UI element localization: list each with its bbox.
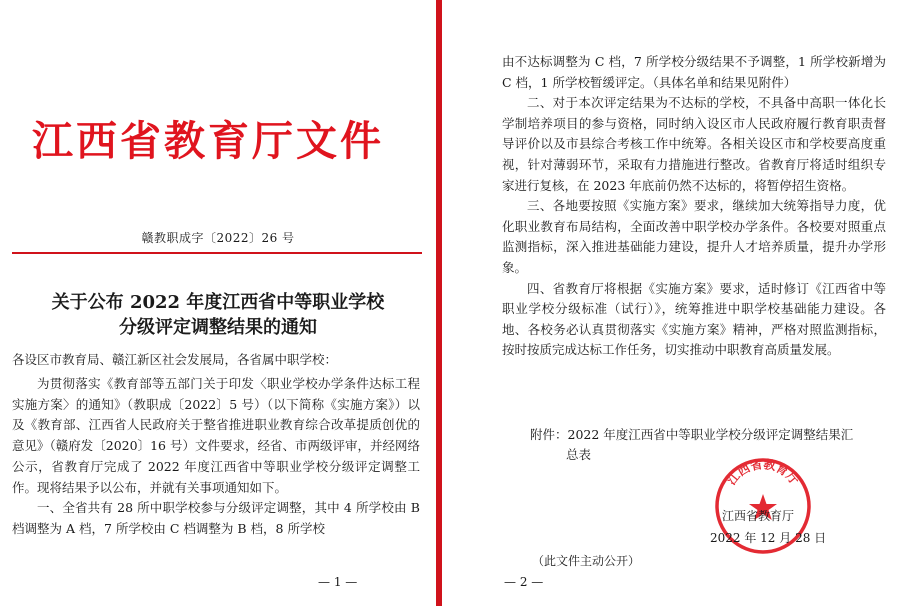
body-text-page-1 — [12, 374, 420, 540]
addressee: 各设区市教育局、赣江新区社会发展局，各省属中职学校： — [12, 352, 338, 367]
red-separator-line — [12, 252, 422, 254]
attachment-line-1: 附件：2022 年度江西省中等职业学校分级评定调整结果汇 — [530, 427, 854, 442]
paragraph-item-1-continued: 由不达标调整为 C 档，7 所学校分级结果不予调整，1 所学校新增为 C 档，1 所学校暂缓评定。（具体名单和结果见附件） — [502, 54, 886, 90]
document-number: 赣教职成字〔2022〕26 号 — [141, 231, 295, 245]
document-page-2 — [442, 0, 905, 606]
paragraph-item-4: 四、省教育厅将根据《实施方案》要求，适时修订《江西省中等职业学校分级标准（试行）》，统筹推进中职学校基础能力建设。各地、各校务必认真贯彻落实《实施方案》精神，严格对照监测指标，按时按质完成达标工作任务，切实推动中职教育高质量发展。 — [502, 280, 886, 358]
issue-date: 2022 年 12 月 28 日 — [710, 531, 827, 545]
paragraph-item-1: 一、全省共有 28 所中职学校参与分级评定调整，其中 4 所学校由 B 档调整为 A 档，7 所学校由 C 档调整为 B 档，8 所学校 — [12, 500, 420, 536]
issuer-name: 江西省教育厅 — [722, 509, 795, 523]
attachment-line-2: 总表 — [566, 447, 592, 462]
paragraph-item-2: 二、对于本次评定结果为不达标的学校，不具备中高职一体化长学制培养项目的参与资格，同时纳入设区市人民政府履行教育职责督导评价以及市县综合考核工作中统筹。各相关设区市和学校要高度重视，针对薄弱环节，采取有力措施进行整改。省教育厅将适时组织专家进行复核，在 2023 年底前仍然不达标的，将暂停招生资格。 — [502, 95, 886, 193]
notice-title-line-1: 关于公布 2022 年度江西省中等职业学校 — [51, 292, 385, 313]
notice-title-line-2: 分级评定调整结果的通知 — [119, 317, 317, 338]
page-number-1: — 1 — — [318, 575, 358, 589]
red-header-title: 江西省教育厅文件 — [32, 117, 384, 165]
attachment-note — [530, 425, 886, 465]
notice-title — [0, 290, 436, 340]
paragraph-item-3: 三、各地要按照《实施方案》要求，继续加大统筹指导力度，优化职业教育布局结构，全面改善中职学校办学条件。各校要对照重点监测指标，深入推进基础能力建设，提升人才培养质量，提升办学形象。 — [502, 198, 886, 275]
paragraph-intro: 为贯彻落实《教育部等五部门关于印发〈职业学校办学条件达标工程实施方案〉的通知》（教职成〔2022〕5 号）（以下简称《实施方案》）以及《教育部、江西省人民政府关于整省推进职业教育综合改革提质创优的意见》（赣府发〔2020〕16 号）文件要求，经省、市两级评审，并经网络公示，省教育厅完成了 2022 年度江西省中等职业学校分级评定调整工作。现将结果予以公布，并就有关事项通知如下。 — [12, 376, 420, 495]
document-page-1 — [0, 0, 436, 606]
seal-arc-text: 江西省教育厅 — [724, 457, 802, 488]
public-disclosure-note: （此文件主动公开） — [532, 554, 641, 568]
body-text-page-2 — [502, 52, 886, 361]
page-number-2: — 2 — — [504, 575, 544, 589]
